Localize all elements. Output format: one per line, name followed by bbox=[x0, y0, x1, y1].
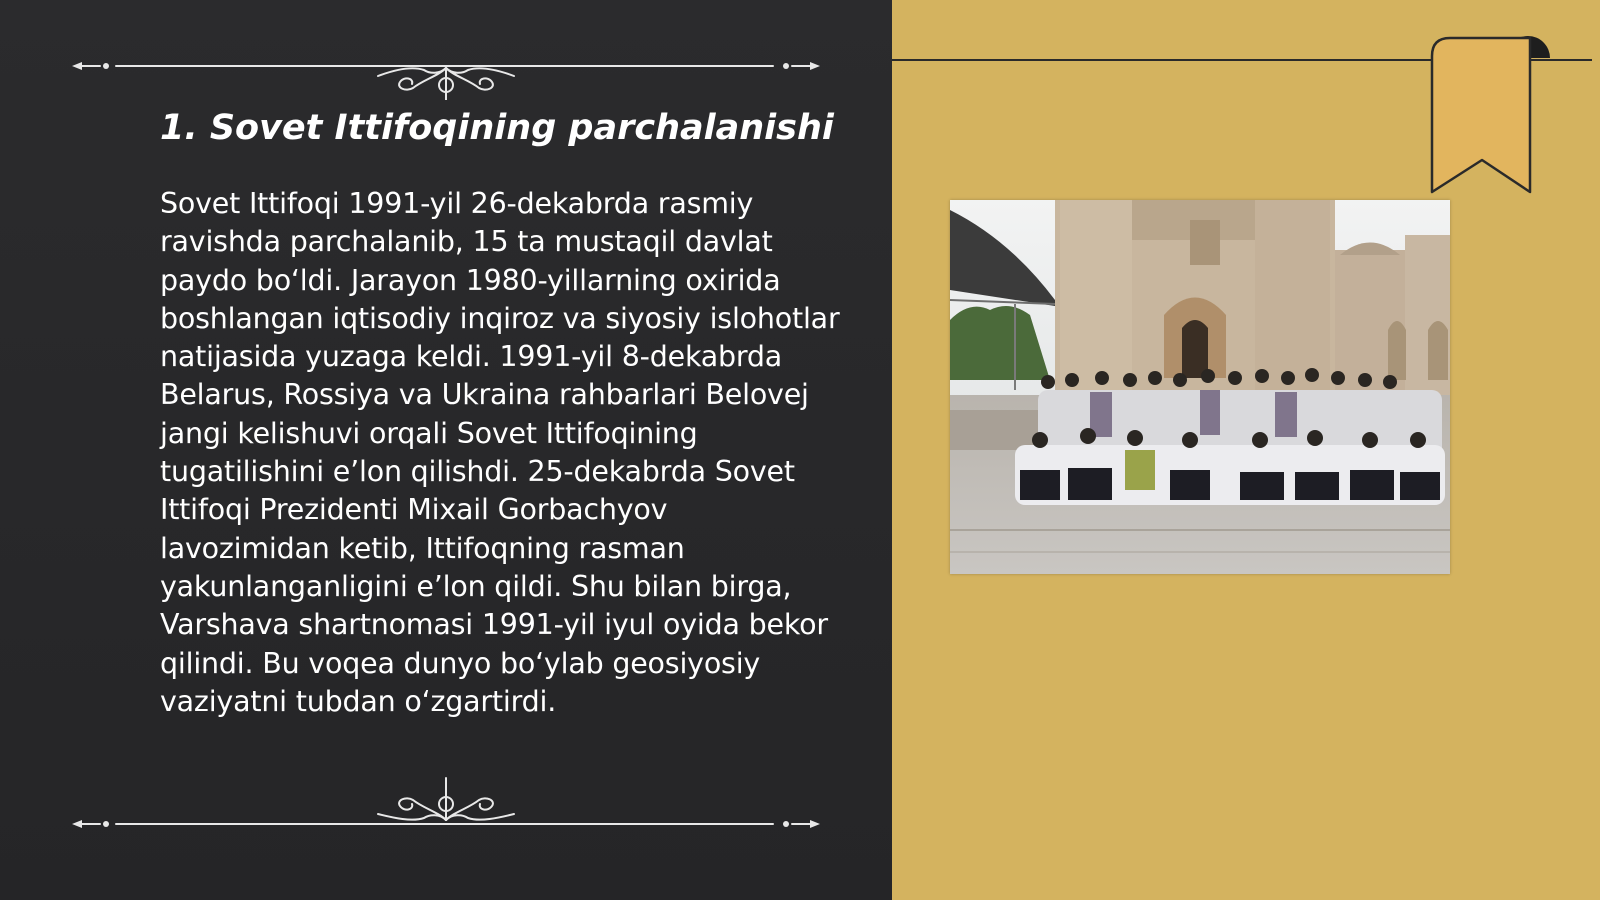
slide-body-text: Sovet Ittifoqi 1991-yil 26-dekabrda rasmiy ravishda parchalanib, 15 ta mustaqil davlat paydo bo‘ldi. Jarayon 1980-yillarning oxirida boshlangan iqtisodiy inqiroz va siyosiy islohotlar natijasida yuzaga keldi. 1991-yil 8-dekabrda Belarus, Rossiya va Ukraina rahbarlari Belovej jangi kelishuvi orqali Sovet Ittifoqining tugatilishini e’lon qilishdi. 25-dekabrda Sovet Ittifoqi Prezidenti Mixail Gorbachyov lavozimidan ketib, Ittifoqning rasman yakunlanganligini e’lon qildi. Shu bilan birga, Varshava shartnomasi 1991-yil iyul oyida bekor qilindi. Bu voqea dunyo bo‘ylab geosiyosiy vaziyatni tubdan o‘zgartirdi. bbox=[160, 187, 840, 718]
bookmark-ribbon-icon bbox=[1430, 36, 1550, 198]
ornamental-divider-bottom-icon bbox=[68, 770, 824, 830]
slide-title: 1. Sovet Ittifoqining parchalanishi bbox=[160, 108, 834, 148]
ornamental-divider-top-icon bbox=[68, 40, 824, 100]
group-photo-image bbox=[950, 200, 1450, 574]
